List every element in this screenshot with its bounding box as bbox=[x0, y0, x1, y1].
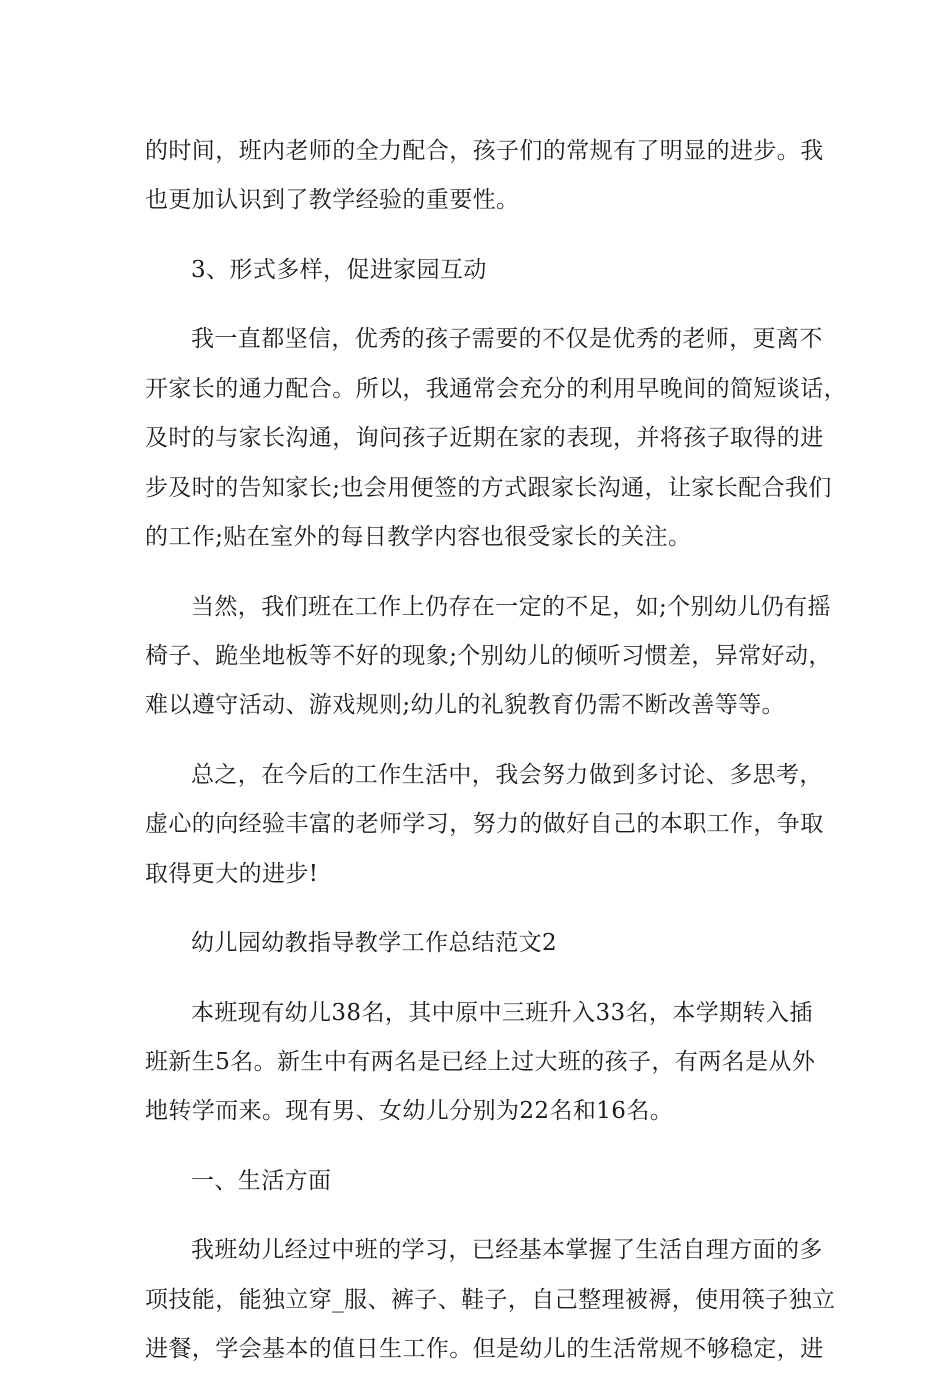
text-line: 当然，我们班在工作上仍存在一定的不足，如;个别幼儿仍有摇 bbox=[191, 593, 831, 620]
text-line: 取得更大的进步! bbox=[145, 860, 319, 887]
text-line: 项技能，能独立穿_服、裤子、鞋子，自己整理被褥，使用筷子独立 bbox=[145, 1286, 836, 1313]
text-line: 的时间，班内老师的全力配合，孩子们的常规有了明显的进步。我 bbox=[145, 138, 824, 164]
text-line: 本班现有幼儿38名，其中原中三班升入33名，本学期转入插 bbox=[191, 999, 813, 1026]
article-title: 幼儿园幼教指导教学工作总结范文2 bbox=[191, 930, 558, 957]
document-page bbox=[145, 127, 847, 1375]
text-line: 难以遵守活动、游戏规则;幼儿的礼貌教育仍需不断改善等等。 bbox=[145, 692, 785, 719]
text-line: 步及时的告知家长;也会用便签的方式跟家长沟通，让家长配合我们 bbox=[145, 474, 832, 501]
text-line: 及时的与家长沟通，询问孩子近期在家的表现，并将孩子取得的进 bbox=[145, 425, 824, 452]
text-line: 我班幼儿经过中班的学习，已经基本掌握了生活自理方面的多 bbox=[191, 1237, 823, 1264]
text-line: 开家长的通力配合。所以，我通常会充分的利用早晚间的简短谈话， bbox=[145, 375, 847, 402]
text-line: 地转学而来。现有男、女幼儿分别为22名和16名。 bbox=[145, 1098, 674, 1125]
text-line: 的工作;贴在室外的每日教学内容也很受家长的关注。 bbox=[145, 524, 692, 551]
section-heading: 一、生活方面 bbox=[191, 1167, 332, 1194]
text-line: 我一直都坚信，优秀的孩子需要的不仅是优秀的老师，更离不 bbox=[191, 326, 823, 353]
text-line: 也更加认识到了教学经验的重要性。 bbox=[145, 187, 520, 214]
text-line: 虚心的向经验丰富的老师学习，努力的做好自己的本职工作，争取 bbox=[145, 811, 824, 838]
text-line: 进餐，学会基本的值日生工作。但是幼儿的生活常规不够稳定，进 bbox=[145, 1336, 824, 1363]
text-line: 椅子、跪坐地板等不好的现象;个别幼儿的倾听习惯差，异常好动， bbox=[145, 642, 832, 669]
section-heading: 3、形式多样，促进家园互动 bbox=[191, 256, 487, 283]
text-line: 班新生5名。新生中有两名是已经上过大班的孩子，有两名是从外 bbox=[145, 1049, 816, 1075]
text-line: 总之，在今后的工作生活中，我会努力做到多讨论、多思考， bbox=[191, 761, 823, 788]
